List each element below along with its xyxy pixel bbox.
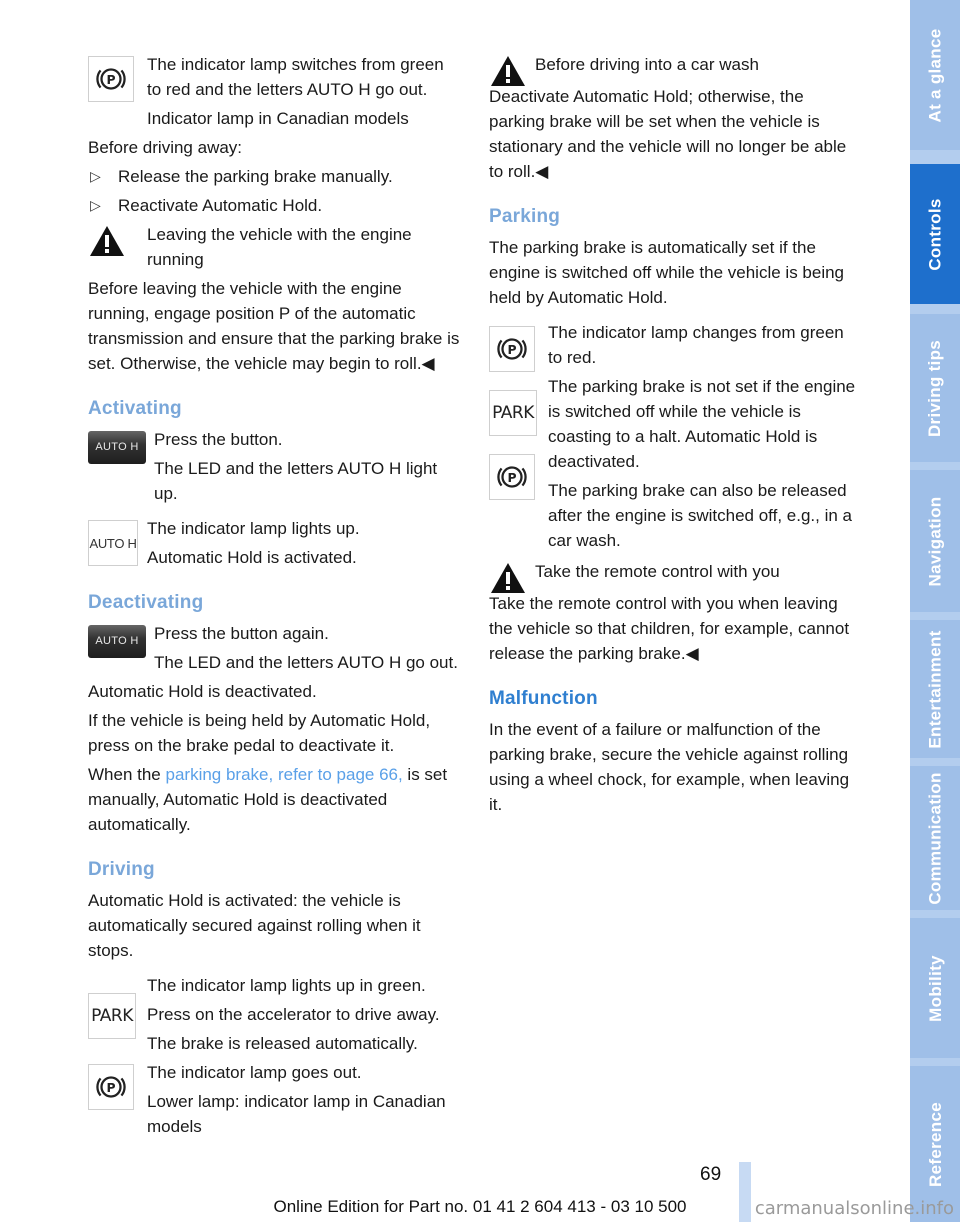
- watermark: carmanualsonline.info: [754, 1198, 954, 1219]
- text: In the event of a failure or malfunction of the parking brake, secure the vehicle against rolling using a wheel chock, for example, when leaving it.: [489, 720, 850, 814]
- warning-engine: [88, 222, 462, 272]
- auto-h-button-icon: AUTO H: [88, 625, 146, 658]
- text: The indicator lamp lights up in green.: [147, 976, 426, 995]
- list-item-text: Reactivate Automatic Hold.: [118, 196, 323, 215]
- text: The indicator lamp changes from green to red.: [548, 323, 844, 367]
- warning-title: Take the remote control with you: [535, 562, 780, 581]
- page-number: 69: [700, 1164, 722, 1185]
- text: Press the button again.: [154, 624, 329, 643]
- heading-driving: Driving: [88, 859, 155, 880]
- text: The parking brake is automatically set if the engine is switched off while the vehicle is being held by Automatic Hold.: [489, 238, 845, 307]
- tab-controls[interactable]: [910, 164, 960, 304]
- warning-car-wash: [489, 52, 861, 82]
- warning-remote: [489, 559, 861, 589]
- text: The indicator lamp lights up.: [147, 519, 360, 538]
- tab-entertainment[interactable]: [910, 620, 960, 758]
- triangle-bullet-icon: ▷: [90, 168, 101, 184]
- text: Automatic Hold is activated: the vehicle is automatically secured against rolling when it stops.: [88, 891, 421, 960]
- tab-navigation[interactable]: [910, 470, 960, 612]
- warning-body: Deactivate Automatic Hold; otherwise, the parking brake will be set when the vehicle is stationary and the vehicle will no longer be able to roll.◀: [489, 87, 847, 181]
- tab-label: Reference: [925, 1101, 945, 1187]
- warning-title: Leaving the vehicle with the engine running: [147, 225, 412, 269]
- text: is set manually, Automatic Hold is deactivated automatically.: [88, 765, 448, 834]
- text: Automatic Hold is deactivated.: [88, 682, 317, 701]
- warning-title: Before driving into a car wash: [535, 55, 759, 74]
- tab-label: Communication: [925, 771, 945, 905]
- parking-brake-p-icon: [489, 454, 535, 500]
- list-item-text: Release the parking brake manually.: [118, 167, 393, 186]
- text: Before driving away:: [88, 138, 243, 157]
- deactivating-row: [88, 621, 462, 675]
- heading-activating: Activating: [88, 398, 182, 419]
- text: The LED and the letters AUTO H go out.: [154, 653, 458, 672]
- parking-brake-p-icon: [88, 56, 134, 102]
- text: The LED and the letters AUTO H light up.: [154, 459, 438, 503]
- tab-label: Driving tips: [925, 339, 945, 437]
- list-item: [88, 164, 462, 189]
- tab-communication[interactable]: [910, 766, 960, 910]
- activating-row: [88, 427, 462, 506]
- tab-label: Mobility: [925, 954, 945, 1022]
- warning-triangle-icon: [489, 54, 527, 88]
- auto-h-button-icon: AUTO H: [88, 431, 146, 464]
- driving-park-row: [88, 973, 462, 1056]
- text: Press on the accelerator to drive away.: [147, 1005, 440, 1024]
- heading-malfunction: Malfunction: [489, 688, 598, 709]
- auto-h-lamp-icon: AUTO H: [88, 520, 138, 566]
- footer-edition: Online Edition for Part no. 01 41 2 604 413 - 03 10 500: [273, 1197, 687, 1216]
- parking-brake-p-icon: [489, 326, 535, 372]
- warning-triangle-icon: [489, 561, 527, 595]
- tab-label: Navigation: [925, 496, 945, 586]
- text: The brake is released automatically.: [147, 1034, 418, 1053]
- indicator-row: [88, 52, 462, 131]
- text: Lower lamp: indicator lamp in Canadian models: [147, 1092, 446, 1136]
- warning-body: Take the remote control with you when leaving the vehicle so that children, for example, cannot release the parking brake.◀: [489, 594, 850, 663]
- text: Automatic Hold is activated.: [147, 548, 357, 567]
- parking-brake-p-icon: [88, 1064, 134, 1110]
- warning-body: Before leaving the vehicle with the engine running, engage position P of the automatic transmission and ensure that the parking brake is set. Otherwise, the vehicle may begin to roll.◀: [88, 279, 460, 373]
- park-lamp-icon: PARK: [88, 993, 136, 1039]
- heading-deactivating: Deactivating: [88, 592, 204, 613]
- park-lamp-icon: PARK: [489, 390, 537, 436]
- list-item: [88, 193, 462, 218]
- activating-lamp-row: [88, 516, 462, 570]
- tab-mobility[interactable]: [910, 918, 960, 1058]
- text: The indicator lamp goes out.: [147, 1063, 362, 1082]
- text: Press the button.: [154, 430, 283, 449]
- text: Indicator lamp in Canadian models: [147, 109, 409, 128]
- text: The parking brake is not set if the engine is switched off while the vehicle is coasting to a halt. Automatic Hold is deactivated.: [548, 377, 856, 471]
- tab-at-a-glance[interactable]: [910, 0, 960, 150]
- heading-parking: Parking: [489, 206, 561, 227]
- left-column: [88, 52, 462, 1143]
- tab-label: Controls: [925, 197, 945, 271]
- text: The parking brake can also be released after the engine is switched off, e.g., in a car wash.: [548, 481, 852, 550]
- text: [88, 762, 462, 837]
- parking-lamps-row: [489, 320, 861, 553]
- tab-label: At a glance: [925, 28, 945, 122]
- text: If the vehicle is being held by Automatic Hold, press on the brake pedal to deactivate it.: [88, 711, 431, 755]
- page-reference-link[interactable]: parking brake, refer to page 66,: [165, 765, 403, 784]
- text: The indicator lamp switches from green to red and the letters AUTO H go out.: [147, 55, 444, 99]
- warning-triangle-icon: [88, 224, 126, 258]
- right-column: [489, 52, 861, 821]
- tab-label: Entertainment: [925, 629, 945, 749]
- text: When the: [88, 765, 166, 784]
- tab-driving-tips[interactable]: [910, 314, 960, 462]
- chapter-sidebar: [910, 0, 960, 1222]
- triangle-bullet-icon: ▷: [90, 197, 101, 213]
- driving-p-row: [88, 1060, 462, 1139]
